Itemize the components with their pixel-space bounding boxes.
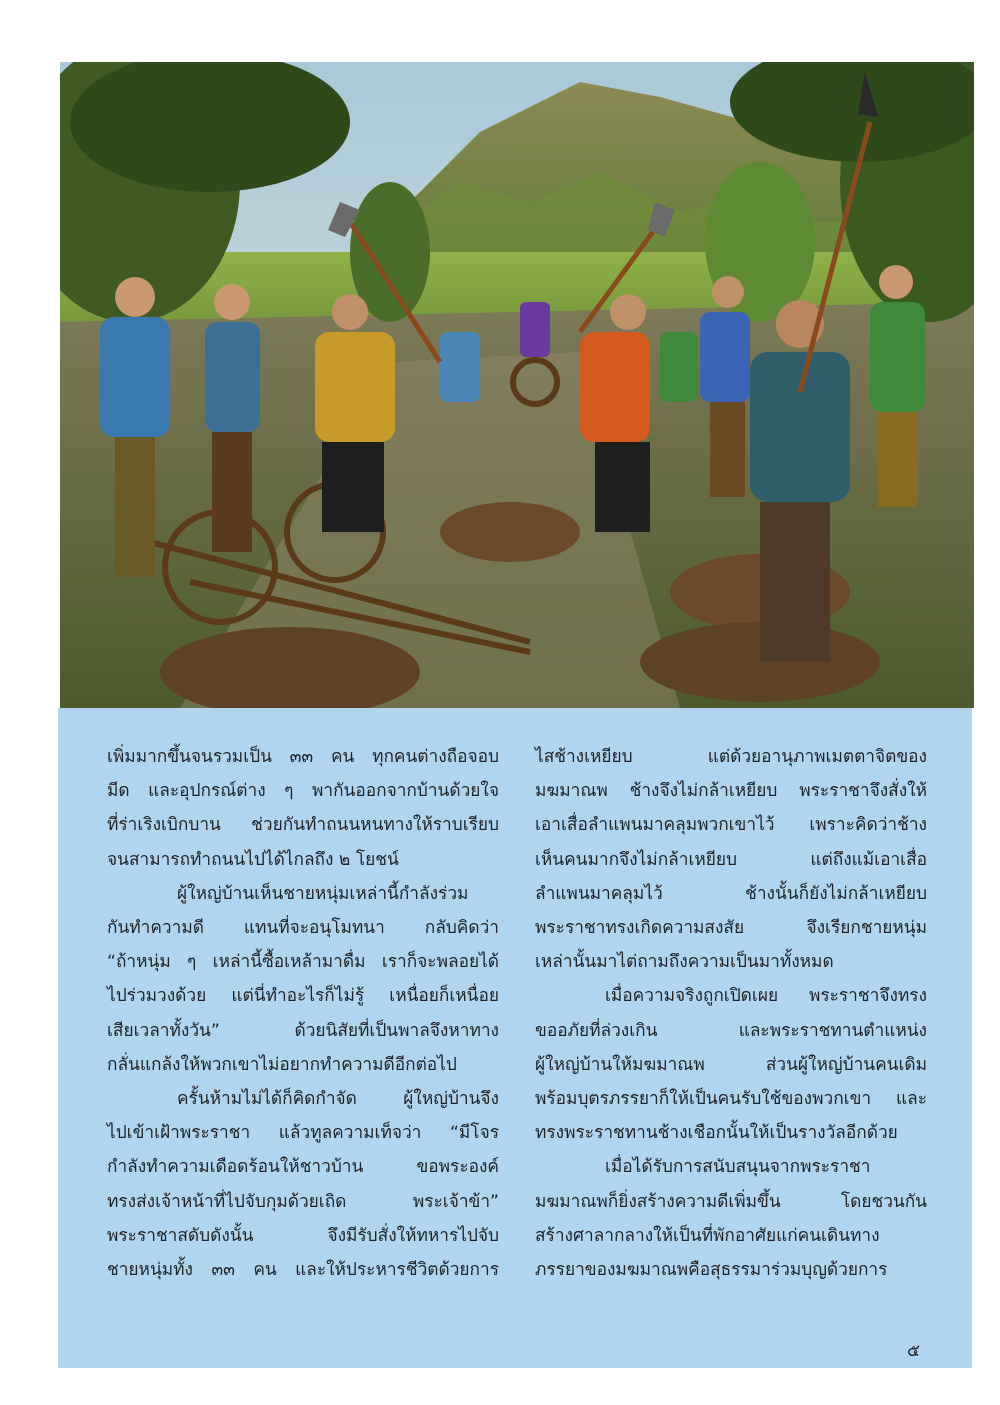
- text-line: ไสช้างเหยียบ แต่ด้วยอานุภาพเมตตาจิตของ: [535, 747, 927, 767]
- text-line: ที่ร่าเริงเบิกบาน ช่วยกันทำถนนหนทางให้ราบเรียบ: [107, 815, 499, 836]
- text-line: ไปเข้าเฝ้าพระราชา แล้วทูลความเท็จว่า “มีโจร: [107, 1123, 499, 1144]
- text-line: มีด และอุปกรณ์ต่าง ๆ พากันออกจากบ้านด้วยใจ: [107, 781, 499, 802]
- text-line: เหล่านั้นมาไต่ถามถึงความเป็นมาทั้งหมด: [535, 952, 834, 973]
- text-line: พร้อมบุตรภรรยาก็ให้เป็นคนรับใช้ของพวกเขา และ: [535, 1089, 927, 1110]
- text-line: พระราชาสดับดังนั้น จึงมีรับสั่งให้ทหารไปจับ: [107, 1225, 499, 1246]
- villagers-building-road-icon: [60, 62, 974, 708]
- artist-signature-icon: [856, 648, 974, 708]
- text-line: พระราชาทรงเกิดความสงสัย จึงเรียกชายหนุ่ม: [535, 918, 927, 939]
- text-line: ครั้นห้ามไม่ได้ก็คิดกำจัด ผู้ใหญ่บ้านจึง: [177, 1089, 499, 1110]
- text-line: ทรงส่งเจ้าหน้าที่ไปจับกุมด้วยเถิด พระเจ้าข้า”: [107, 1191, 499, 1212]
- text-line: เอาเสื่อลำแพนมาคลุมพวกเขาไว้ เพราะคิดว่าช้าง: [535, 815, 927, 836]
- text-line: ผู้ใหญ่บ้านให้มฆมาณพ ส่วนผู้ใหญ่บ้านคนเดิม: [535, 1054, 927, 1075]
- page-number: ๕: [907, 1341, 920, 1361]
- text-line: เห็นคนมากจึงไม่กล้าเหยียบ แต่ถึงแม้เอาเสื่อ: [535, 849, 927, 870]
- text-line: ไปร่วมวงด้วย แต่นี่ทำอะไรก็ไม่รู้ เหนื่อยก็เหนื่อย: [107, 986, 499, 1007]
- text-line: ขออภัยที่ล่วงเกิน และพระราชทานตำแหน่ง: [535, 1020, 927, 1041]
- text-line: ภรรยาของมฆมาณพคือสุธรรมาร่วมบุญด้วยการ: [535, 1260, 888, 1281]
- text-line: ชายหนุ่มทั้ง ๓๓ คน และให้ประหารชีวิตด้วยการ: [107, 1260, 499, 1281]
- text-line: มฆมาณพ ช้างจึงไม่กล้าเหยียบ พระราชาจึงสั่งให้: [535, 781, 927, 802]
- text-line: กำลังทำความเดือดร้อนให้ชาวบ้าน ขอพระองค์: [107, 1157, 499, 1178]
- text-line: ทรงพระราชทานช้างเชือกนั้นให้เป็นรางวัลอีกด้วย: [535, 1123, 898, 1144]
- text-line: ลำแพนมาคลุมไว้ ช้างนั้นก็ยังไม่กล้าเหยียบ: [535, 883, 927, 904]
- text-line: กลั่นแกล้งให้พวกเขาไม่อยากทำความดีอีกต่อไป: [107, 1054, 457, 1075]
- right-text-column: [535, 740, 927, 1287]
- text-line: ผู้ใหญ่บ้านเห็นชายหนุ่มเหล่านี้กำลังร่วม: [177, 883, 469, 904]
- story-illustration: [60, 62, 974, 708]
- text-line: เสียเวลาทั้งวัน” ด้วยนิสัยที่เป็นพาลจึงหาทาง: [107, 1020, 499, 1041]
- text-line: มฆมาณพก็ยิ่งสร้างความดีเพิ่มขึ้น โดยชวนกัน: [535, 1191, 927, 1212]
- story-text-panel: [58, 708, 972, 1368]
- text-line: กันทำความดี แทนที่จะอนุโมทนา กลับคิดว่า: [107, 918, 499, 939]
- text-line: จนสามารถทำถนนไปได้ไกลถึง ๒ โยชน์: [107, 849, 399, 870]
- text-line: เมื่อความจริงถูกเปิดเผย พระราชาจึงทรง: [605, 986, 927, 1007]
- left-text-column: [107, 740, 499, 1287]
- text-line: เพิ่มมากขึ้นจนรวมเป็น ๓๓ คน ทุกคนต่างถือจอบ: [107, 747, 499, 767]
- text-line: เมื่อได้รับการสนับสนุนจากพระราชา: [605, 1157, 871, 1178]
- text-line: สร้างศาลากลางให้เป็นที่พักอาศัยแก่คนเดินทาง: [535, 1225, 880, 1246]
- artist-signature: [856, 648, 916, 678]
- text-line: “ถ้าหนุ่ม ๆ เหล่านี้ซื้อเหล้ามาดื่ม เราก็จะพลอยได้: [107, 952, 499, 973]
